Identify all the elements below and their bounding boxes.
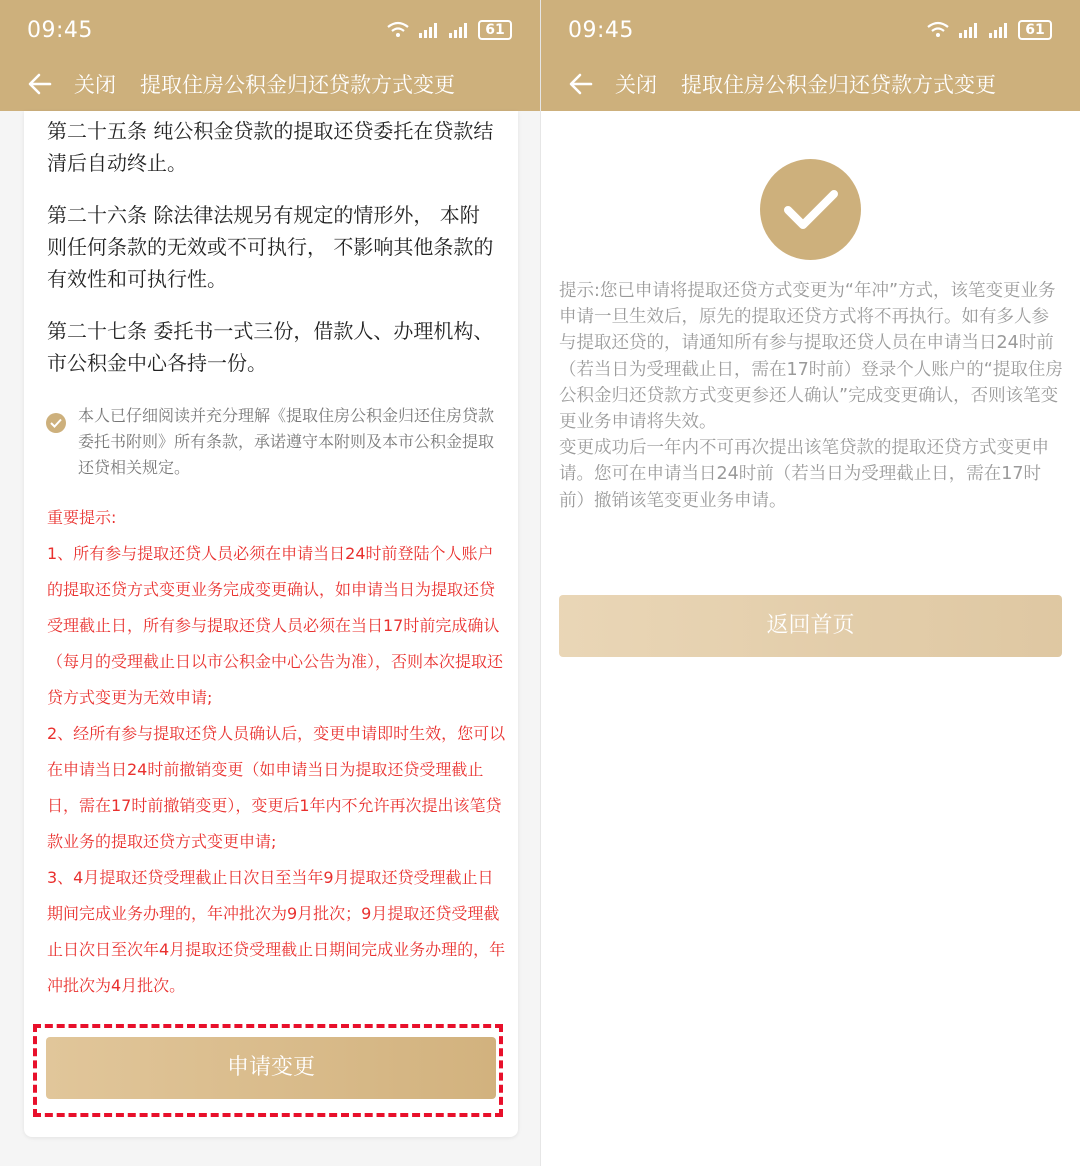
status-time: 09:45 — [568, 18, 634, 43]
status-icons — [926, 20, 1052, 40]
notice-title: 重要提示: — [47, 508, 117, 527]
checkmark-icon — [50, 418, 62, 428]
checkmark-icon — [783, 188, 839, 232]
nav-row — [0, 62, 540, 106]
return-home-button[interactable]: 返回首页 — [559, 595, 1062, 657]
page-title: 提取住房公积金归还贷款方式变更 — [140, 73, 455, 97]
arrow-left-icon[interactable] — [26, 70, 54, 98]
agreement-text: 本人已仔细阅读并充分理解《提取住房公积金归还住房贷款委托书附则》所有条款，承诺遵守本附则及本市公积金提取还贷相关规定。 — [78, 406, 495, 477]
notice-item-1: 1、所有参与提取还贷人员必须在申请当日24时前登陆个人账户的提取还贷方式变更业务完成变更确认，如申请当日为提取还贷受理截止日，所有参与提取还贷人员必须在当日17时前完成确认（每月的受理截止日以市公积金中心公告为准），否则本次提取还贷方式变更为无效申请; — [47, 544, 504, 707]
signal-icon — [958, 22, 980, 38]
nav-row — [541, 62, 1080, 106]
battery-icon: 61 — [478, 20, 512, 40]
terms-card — [24, 111, 518, 1137]
header-bar — [541, 0, 1080, 111]
notice-item-2: 2、经所有参与提取还贷人员确认后，变更申请即时生效，您可以在申请当日24时前撤销变更（如申请当日为提取还贷受理截止日，需在17时前撤销变更），变更后1年内不允许再次提出该笔贷款业务的提取还贷方式变更申请; — [47, 724, 506, 851]
agreement-checkbox[interactable] — [46, 413, 66, 433]
wifi-icon — [386, 21, 410, 39]
signal-icon — [418, 22, 440, 38]
status-time: 09:45 — [27, 18, 93, 43]
agreement-row[interactable] — [46, 403, 506, 481]
page-title: 提取住房公积金归还贷款方式变更 — [681, 73, 996, 97]
article-25: 第二十五条 纯公积金贷款的提取还贷委托在贷款结清后自动终止。 — [47, 119, 494, 175]
apply-change-button[interactable]: 申请变更 — [46, 1037, 496, 1099]
wifi-icon — [926, 21, 950, 39]
success-tip — [559, 278, 1064, 514]
article-27: 第二十七条 委托书一式三份，借款人、办理机构、市公积金中心各持一份。 — [47, 319, 494, 375]
signal-icon — [448, 22, 470, 38]
tip-paragraph-1: 提示:您已申请将提取还贷方式变更为“年冲”方式，该笔变更业务申请一旦生效后，原先的提取还贷方式将不再执行。如有多人参与提取还贷的，请通知所有参与提取还贷人员在申请当日24时前（若当日为受理截止日，需在17时前）登录个人账户的“提取住房公积金归还贷款方式变更参还人确认”完成变更确认，否则该笔变更业务申请将失效。 — [559, 281, 1063, 433]
battery-icon: 61 — [1018, 20, 1052, 40]
arrow-left-icon[interactable] — [567, 70, 595, 98]
notice-item-3: 3、4月提取还贷受理截止日次日至当年9月提取还贷受理截止日期间完成业务办理的，年冲批次为9月批次；9月提取还贷受理截止日次日至次年4月提取还贷受理截止日期间完成业务办理的，年冲批次为4月批次。 — [47, 868, 506, 995]
success-badge — [760, 159, 861, 260]
tip-paragraph-2: 变更成功后一年内不可再次提出该笔贷款的提取还贷方式变更申请。您可在申请当日24时前（若当日为受理截止日，需在17时前）撤销该笔变更业务申请。 — [559, 438, 1049, 511]
close-link[interactable]: 关闭 — [74, 73, 116, 97]
header-bar — [0, 0, 540, 111]
article-26: 第二十六条 除法律法规另有规定的情形外， 本附则任何条款的无效或不可执行， 不影响其他条款的有效性和可执行性。 — [47, 203, 494, 291]
status-icons — [386, 20, 512, 40]
right-screen — [541, 0, 1080, 1166]
close-link[interactable]: 关闭 — [615, 73, 657, 97]
signal-icon — [988, 22, 1010, 38]
